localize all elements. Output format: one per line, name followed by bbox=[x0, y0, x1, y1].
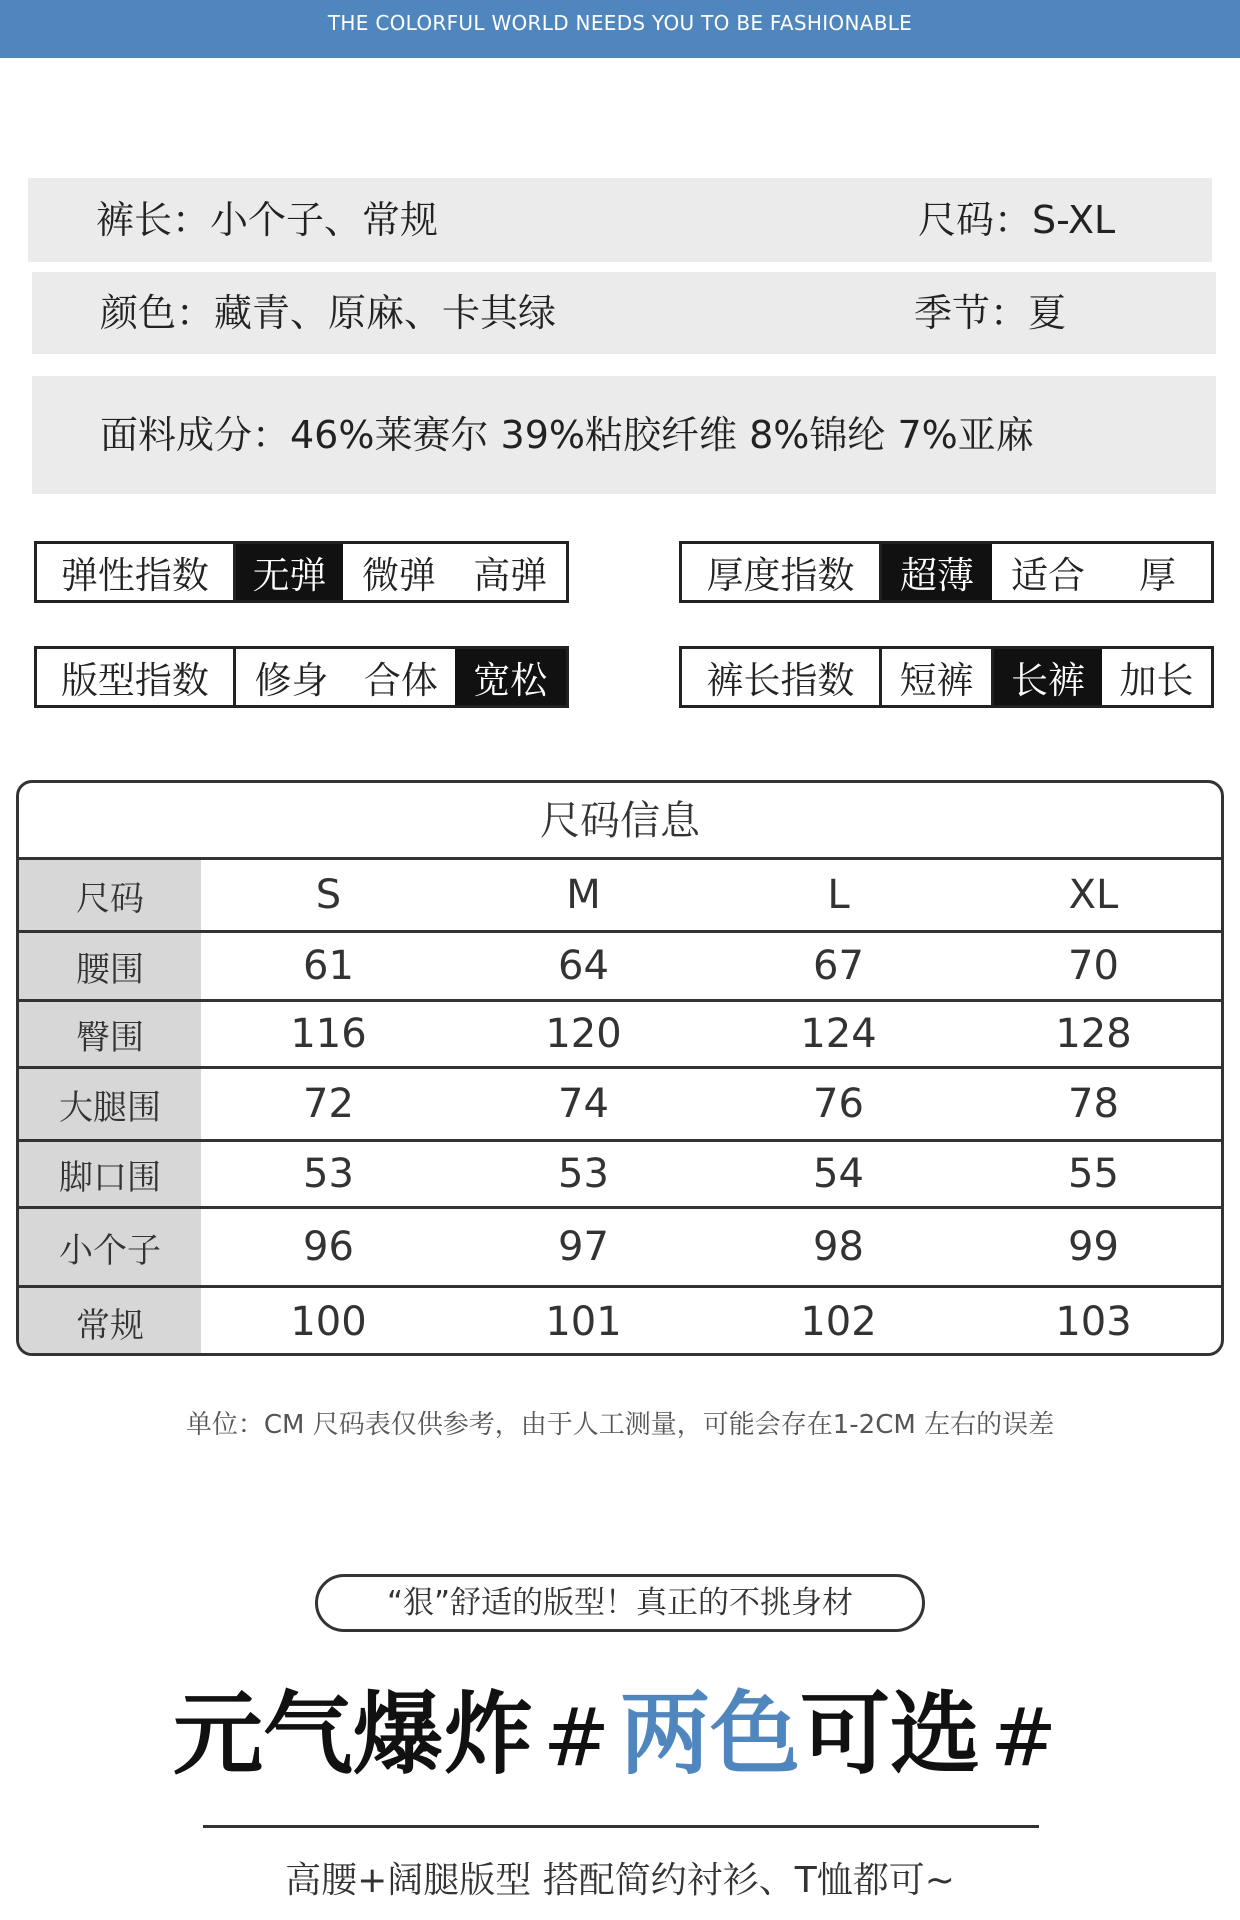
info-row-fabric bbox=[32, 376, 1216, 494]
table-cell: 72 bbox=[303, 1081, 354, 1127]
info-row-color-season bbox=[32, 272, 1216, 354]
row-label: 常规 bbox=[19, 1288, 201, 1356]
fit-index bbox=[34, 646, 569, 708]
pants-length-index-label: 裤长指数 bbox=[682, 649, 882, 705]
table-row bbox=[19, 1069, 1221, 1139]
info-season: 季节：夏 bbox=[914, 291, 1067, 335]
info-color: 颜色：藏青、原麻、卡其绿 bbox=[100, 291, 557, 335]
elasticity-index bbox=[34, 541, 569, 603]
thickness-option-thick: 厚 bbox=[1139, 554, 1176, 597]
thickness-index-label: 厚度指数 bbox=[682, 544, 882, 600]
elasticity-option-slight: 微弹 bbox=[361, 554, 436, 597]
headline-hash-end: # bbox=[990, 1691, 1058, 1784]
table-cell: 96 bbox=[303, 1224, 354, 1270]
table-cell: 128 bbox=[1055, 1011, 1132, 1057]
table-cell: 64 bbox=[558, 943, 609, 989]
size-chart-title: 尺码信息 bbox=[19, 783, 1221, 860]
headline-blue: 两色 bbox=[620, 1682, 800, 1787]
table-cell: 55 bbox=[1068, 1151, 1119, 1197]
table-cell: 53 bbox=[558, 1151, 609, 1197]
pants-length-option-shorts: 短裤 bbox=[882, 649, 994, 705]
table-cell: 102 bbox=[800, 1299, 877, 1345]
pants-length-option-extra-long: 加长 bbox=[1119, 659, 1194, 702]
thickness-index bbox=[679, 541, 1214, 603]
table-cell: 101 bbox=[545, 1299, 622, 1345]
table-row bbox=[19, 1002, 1221, 1066]
info-length: 裤长：小个子、常规 bbox=[96, 198, 439, 242]
table-row bbox=[19, 933, 1221, 999]
headline-hash: # bbox=[542, 1691, 610, 1784]
bottom-tagline: 高腰+阔腿版型 搭配简约衬衫、T恤都可~ bbox=[285, 1860, 955, 1901]
table-cell: 99 bbox=[1068, 1224, 1119, 1270]
table-cell: 76 bbox=[813, 1081, 864, 1127]
fit-option-slim: 修身 bbox=[254, 659, 329, 702]
thickness-option-ultrathin: 超薄 bbox=[882, 544, 992, 600]
row-label: 大腿围 bbox=[19, 1069, 201, 1139]
row-label: 腰围 bbox=[19, 933, 201, 999]
elasticity-option-none: 无弹 bbox=[236, 544, 343, 600]
header-label: 尺码 bbox=[19, 860, 201, 930]
pants-length-index bbox=[679, 646, 1214, 708]
info-row-length-size bbox=[28, 178, 1212, 262]
table-cell: 74 bbox=[558, 1081, 609, 1127]
fit-option-regular: 合体 bbox=[363, 659, 438, 702]
row-label: 脚口围 bbox=[19, 1142, 201, 1206]
table-cell: 67 bbox=[813, 943, 864, 989]
info-size: 尺码：S-XL bbox=[918, 198, 1116, 242]
table-cell: 53 bbox=[303, 1151, 354, 1197]
header-cell: XL bbox=[1068, 872, 1119, 918]
table-cell: 116 bbox=[290, 1011, 367, 1057]
tagline-pill: “狠”舒适的版型！真正的不挑身材 bbox=[315, 1574, 925, 1632]
row-label: 臀围 bbox=[19, 1002, 201, 1066]
divider-line bbox=[203, 1825, 1039, 1828]
size-table-header bbox=[19, 860, 1221, 930]
size-chart bbox=[16, 780, 1224, 1356]
header-cell: L bbox=[827, 872, 850, 918]
row-label: 小个子 bbox=[19, 1209, 201, 1285]
header-cell: M bbox=[566, 872, 601, 918]
pants-length-option-long: 长裤 bbox=[994, 649, 1102, 705]
headline-part2: 可选 bbox=[800, 1682, 980, 1787]
table-cell: 54 bbox=[813, 1151, 864, 1197]
measurement-note: 单位：CM 尺码表仅供参考，由于人工测量，可能会存在1-2CM 左右的误差 bbox=[185, 1410, 1055, 1440]
table-cell: 97 bbox=[558, 1224, 609, 1270]
fit-option-loose: 宽松 bbox=[455, 649, 566, 705]
table-cell: 124 bbox=[800, 1011, 877, 1057]
header-cell: S bbox=[315, 872, 342, 918]
table-cell: 78 bbox=[1068, 1081, 1119, 1127]
banner-text: THE COLORFUL WORLD NEEDS YOU TO BE FASHIONABLE bbox=[327, 11, 913, 35]
fit-index-label: 版型指数 bbox=[37, 649, 236, 705]
thickness-option-medium: 适合 bbox=[1011, 554, 1085, 597]
table-row bbox=[19, 1209, 1221, 1285]
top-banner bbox=[0, 0, 1240, 58]
table-cell: 103 bbox=[1055, 1299, 1132, 1345]
table-cell: 100 bbox=[290, 1299, 367, 1345]
elasticity-option-high: 高弹 bbox=[473, 554, 548, 597]
table-cell: 70 bbox=[1068, 943, 1119, 989]
table-row bbox=[19, 1288, 1221, 1356]
headline bbox=[0, 1680, 1240, 1793]
table-cell: 98 bbox=[813, 1224, 864, 1270]
headline-part1: 元气爆炸 bbox=[172, 1682, 533, 1787]
table-cell: 61 bbox=[303, 943, 354, 989]
table-row bbox=[19, 1142, 1221, 1206]
elasticity-index-label: 弹性指数 bbox=[37, 544, 236, 600]
table-cell: 120 bbox=[545, 1011, 622, 1057]
info-fabric: 面料成分：46%莱赛尔 39%粘胶纤维 8%锦纶 7%亚麻 bbox=[100, 413, 1034, 457]
